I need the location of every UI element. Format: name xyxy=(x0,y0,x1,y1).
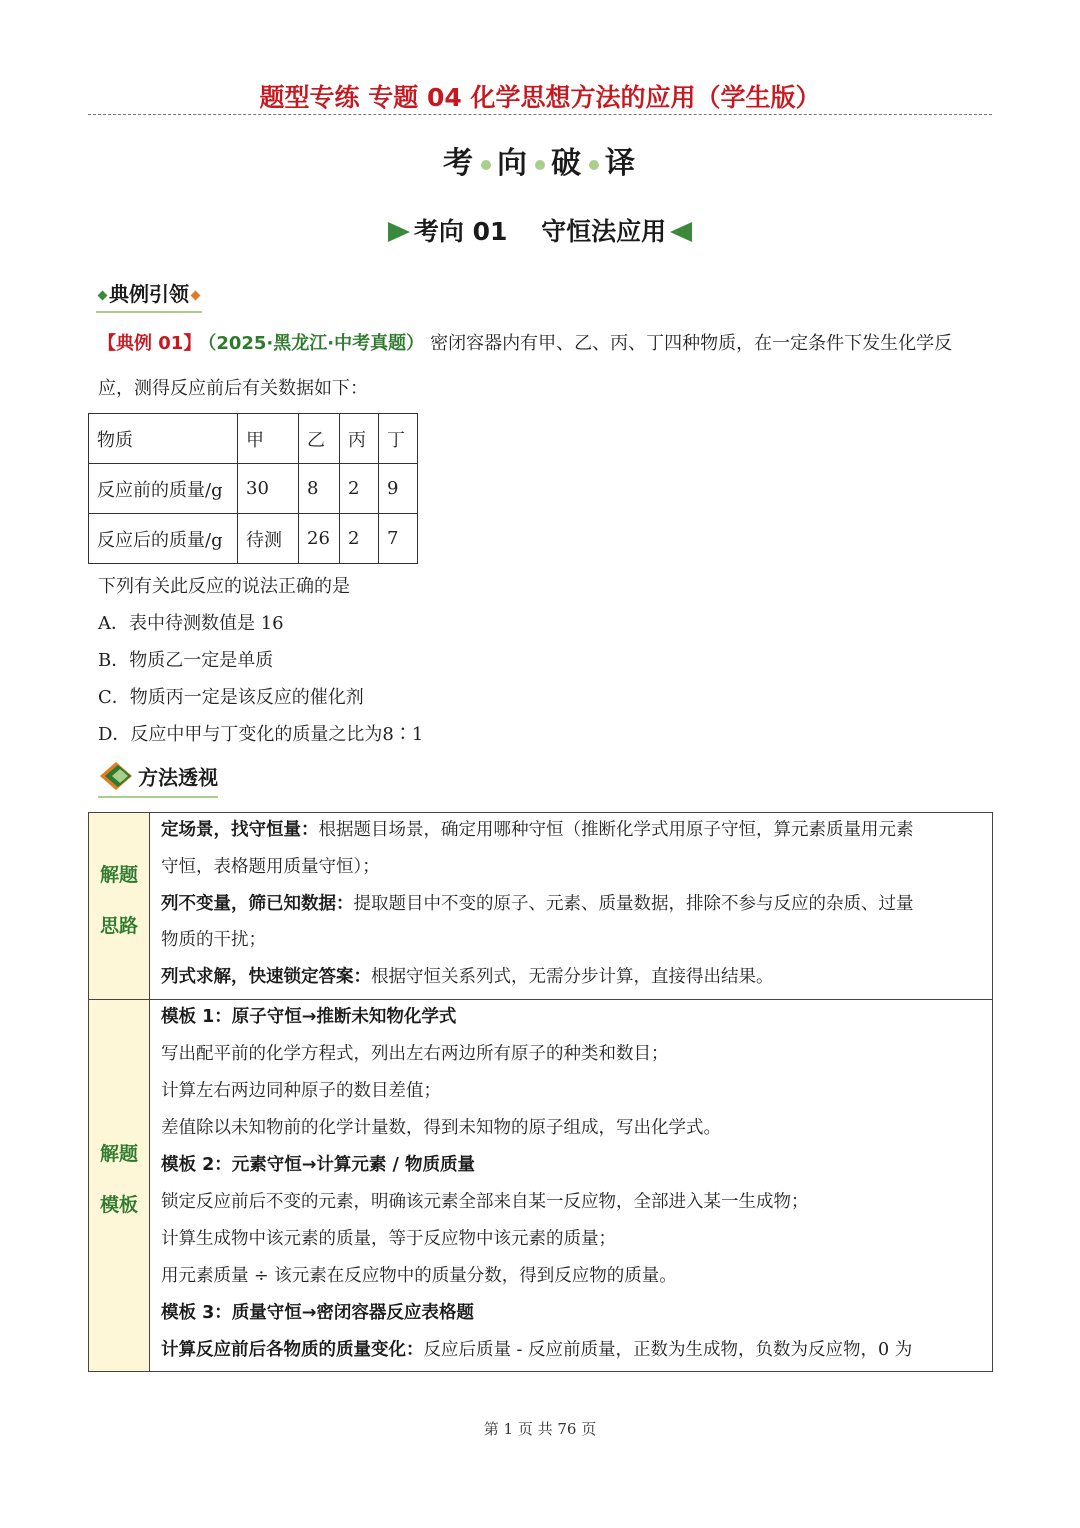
option-c: C．物质丙一定是该反应的催化剂 xyxy=(98,687,364,708)
example-heading-label: 典例引领 xyxy=(109,282,189,306)
table-cell: 8 xyxy=(299,464,340,514)
row1-label-cell xyxy=(89,813,150,999)
table-cell: 丙 xyxy=(340,414,379,464)
method-line: 物质的干扰； xyxy=(161,930,266,950)
diamond-badge-icon xyxy=(98,760,138,792)
section-title xyxy=(0,138,1080,182)
row1-label: 解题 xyxy=(99,864,138,886)
heading-underline xyxy=(96,311,202,313)
method-line: 计算反应前后各物质的质量变化：反应后质量 - 反应前质量，正数为生成物，负数为反应物，0 为 xyxy=(161,1340,913,1360)
method-line: 守恒，表格题用质量守恒）； xyxy=(161,857,380,877)
method-heading-label: 方法透视 xyxy=(138,765,218,790)
dot-separator-icon xyxy=(481,160,491,170)
method-line: 定场景，找守恒量：根据题目场景，确定用哪种守恒（推断化学式用原子守恒，算元素质量用元素 xyxy=(161,820,914,840)
method-line: 计算左右两边同种原子的数目差值； xyxy=(161,1081,441,1101)
table-cell: 丁 xyxy=(379,414,418,464)
section-char: 考 xyxy=(443,146,475,181)
method-line: 写出配平前的化学方程式，列出左右两边所有原子的种类和数目； xyxy=(161,1044,669,1064)
row2-label: 模板 xyxy=(99,1194,138,1216)
triangle-left-icon xyxy=(670,222,692,242)
header-divider xyxy=(88,114,992,115)
example-heading xyxy=(96,278,202,307)
heading-underline xyxy=(98,796,218,798)
table-row xyxy=(89,464,418,514)
row2-label: 解题 xyxy=(99,1143,138,1165)
option-b: B．物质乙一定是单质 xyxy=(98,650,274,671)
table-cell: 待测 xyxy=(238,514,299,564)
dot-separator-icon xyxy=(589,160,599,170)
diamond-icon xyxy=(191,291,201,301)
option-a: A．表中待测数值是 16 xyxy=(98,613,284,634)
table-row xyxy=(89,414,418,464)
method-line: 锁定反应前后不变的元素，明确该元素全部来自某一反应物，全部进入某一生成物； xyxy=(161,1192,809,1212)
example-tag: 【典例 01】 xyxy=(98,333,202,354)
table-cell: 7 xyxy=(379,514,418,564)
method-line: 差值除以未知物前的化学计量数，得到未知物的原子组成，写出化学式。 xyxy=(161,1118,721,1138)
question-text: 下列有关此反应的说法正确的是 xyxy=(98,576,350,597)
method-line: 列式求解，快速锁定答案：根据守恒关系列式，无需分步计算，直接得出结果。 xyxy=(161,967,774,987)
method-heading xyxy=(98,760,218,792)
table-cell: 反应前的质量/g xyxy=(89,464,238,514)
method-line: 模板 1：原子守恒→推断未知物化学式 xyxy=(161,1007,457,1027)
table-cell: 2 xyxy=(340,464,379,514)
table-cell: 9 xyxy=(379,464,418,514)
table-row xyxy=(89,514,418,564)
option-d: D．反应中甲与丁变化的质量之比为8∶1 xyxy=(98,724,424,745)
method-line: 模板 2：元素守恒→计算元素 / 物质质量 xyxy=(161,1155,476,1175)
table-cell: 反应后的质量/g xyxy=(89,514,238,564)
section-char: 向 xyxy=(497,146,529,181)
row-divider xyxy=(89,999,992,1000)
section-char: 译 xyxy=(605,146,637,181)
table-cell: 甲 xyxy=(238,414,299,464)
method-line: 列不变量，筛已知数据：提取题目中不变的原子、元素、质量数据，排除不参与反应的杂质、过量 xyxy=(161,894,914,914)
method-line: 计算生成物中该元素的质量，等于反应物中该元素的质量； xyxy=(161,1229,616,1249)
triangle-right-icon xyxy=(388,222,410,242)
example-line-1 xyxy=(98,332,988,356)
example-source: （2025·黑龙江·中考真题） xyxy=(207,333,425,354)
diamond-icon xyxy=(98,291,108,301)
page-number: 第 1 页 共 76 页 xyxy=(483,1420,597,1438)
table-cell: 物质 xyxy=(89,414,238,464)
topic-heading xyxy=(0,212,1080,248)
row2-label-cell xyxy=(89,1000,150,1371)
document-title: 题型专练 专题 04 化学思想方法的应用（学生版） xyxy=(259,83,821,112)
topic-heading-text: 考向 01 守恒法应用 xyxy=(413,217,667,246)
example-line-2: 应，测得反应前后有关数据如下： xyxy=(98,378,368,399)
data-table xyxy=(88,413,418,564)
table-cell: 26 xyxy=(299,514,340,564)
table-cell: 30 xyxy=(238,464,299,514)
table-cell: 乙 xyxy=(299,414,340,464)
table-cell: 2 xyxy=(340,514,379,564)
section-char: 破 xyxy=(551,146,583,181)
dot-separator-icon xyxy=(535,160,545,170)
method-line: 模板 3：质量守恒→密闭容器反应表格题 xyxy=(161,1303,474,1323)
method-line: 用元素质量 ÷ 该元素在反应物中的质量分数，得到反应物的质量。 xyxy=(161,1266,677,1286)
example-text: 密闭容器内有甲、乙、丙、丁四种物质，在一定条件下发生化学反 xyxy=(430,333,953,354)
row1-label: 思路 xyxy=(99,915,138,937)
method-table xyxy=(88,812,993,1372)
